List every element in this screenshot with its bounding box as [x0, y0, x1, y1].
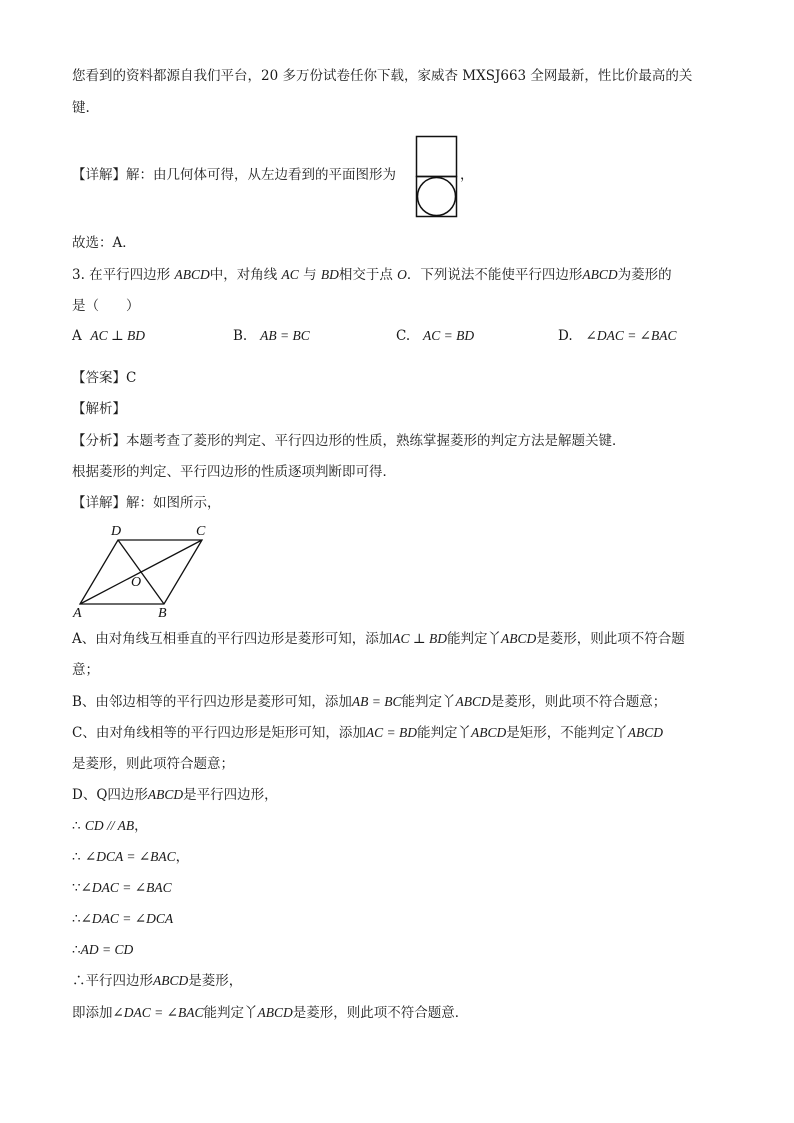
step-b-line: B、由邻边相等的平行四边形是菱形可知，添加AB = BC能判定丫ABCD是菱形，则此项不符合题意；	[72, 694, 667, 710]
detail-text: 解：由几何体可得，从左边看到的平面图形为	[126, 167, 396, 183]
parallelogram-symbol: 丫	[487, 631, 501, 647]
left-view-circle	[418, 178, 456, 216]
step-d-3: ∵∠DAC = ∠BAC	[72, 880, 172, 896]
ad-line-1: 您看到的资料都源自我们平台，20 多万份试卷任你下载，家威杏 MXSJ663 全网最新，性比价最高的关	[72, 68, 693, 84]
label-c: C	[196, 524, 206, 539]
detail-tail: ，	[460, 167, 474, 183]
step-d-1: ∴ CD // AB，	[72, 818, 148, 834]
step-c-line-2: 是菱形，则此项符合题意；	[72, 756, 234, 772]
step-a-line-2: 意；	[72, 662, 99, 678]
ad-line-2: 键.	[72, 100, 90, 116]
label-a: A	[73, 606, 82, 620]
parallelogram-symbol: 丫	[442, 694, 456, 710]
answer-detail-tag: 【详解】	[72, 495, 126, 511]
step-d-2: ∴ ∠DCA = ∠BAC，	[72, 849, 190, 865]
question-stem-line-1: 3. 在平行四边形 ABCD中，对角线 AC 与 BD相交于点 O．下列说法不能使平行四边形ABCD为菱形的	[72, 267, 672, 283]
answer-value: C	[126, 370, 137, 386]
option-a: A AC ⊥ BD	[72, 328, 146, 344]
step-d-line: D、Q四边形ABCD是平行四边形，	[72, 787, 278, 803]
label-o: O	[131, 575, 142, 590]
question-stem-line-2: 是（ ）	[72, 298, 140, 314]
prev-choice: 故选：A．	[72, 235, 136, 251]
left-view-figure	[415, 135, 459, 219]
step-d-final: 即添加∠DAC = ∠BAC能判定丫ABCD是菱形，则此项不符合题意．	[72, 1005, 469, 1021]
left-view-top-square	[417, 137, 457, 177]
fenxi-line	[72, 431, 626, 451]
label-d: D	[111, 524, 122, 539]
step-d-6: ∴平行四边形ABCD是菱形，	[72, 973, 243, 989]
detail-tag: 【详解】	[72, 167, 126, 183]
option-c: C. AC = BD	[396, 328, 475, 344]
parallelogram-symbol: 丫	[457, 725, 471, 741]
prev-detail-line	[72, 165, 396, 185]
because-symbol: Q	[96, 787, 108, 803]
option-d: D. ∠DAC = ∠BAC	[558, 328, 677, 344]
analysis-tag: 【解析】	[72, 401, 126, 417]
step-a-line-1: A、由对角线互相垂直的平行四边形是菱形可知，添加AC ⊥ BD能判定丫ABCD是菱形，则此项不符合题	[72, 631, 685, 647]
fenxi-text: 本题考查了菱形的判定、平行四边形的性质，熟练掌握菱形的判定方法是解题关键．	[126, 433, 626, 449]
answer-detail-text: 解：如图所示，	[126, 495, 221, 511]
diagonal-bd	[118, 540, 164, 604]
option-b: B. AB = BC	[233, 328, 310, 344]
fenxi-tag: 【分析】	[72, 433, 126, 449]
answer-tag: 【答案】	[72, 370, 126, 386]
method-line: 根据菱形的判定、平行四边形的性质逐项判断即可得．	[72, 464, 396, 480]
step-c-line-1: C、由对角线相等的平行四边形是矩形可知，添加AC = BD能判定丫ABCD是矩形，不能判定丫ABCD	[72, 725, 663, 741]
parallelogram-symbol: 丫	[614, 725, 628, 741]
answer-line	[72, 368, 136, 388]
step-d-5: ∴AD = CD	[72, 942, 134, 958]
answer-detail-line	[72, 493, 221, 513]
parallelogram-figure	[70, 520, 220, 620]
parallelogram-symbol: 丫	[243, 1005, 258, 1021]
label-b: B	[158, 606, 167, 620]
step-d-4: ∴∠DAC = ∠DCA	[72, 911, 174, 927]
left-view-bottom-square	[417, 177, 457, 217]
